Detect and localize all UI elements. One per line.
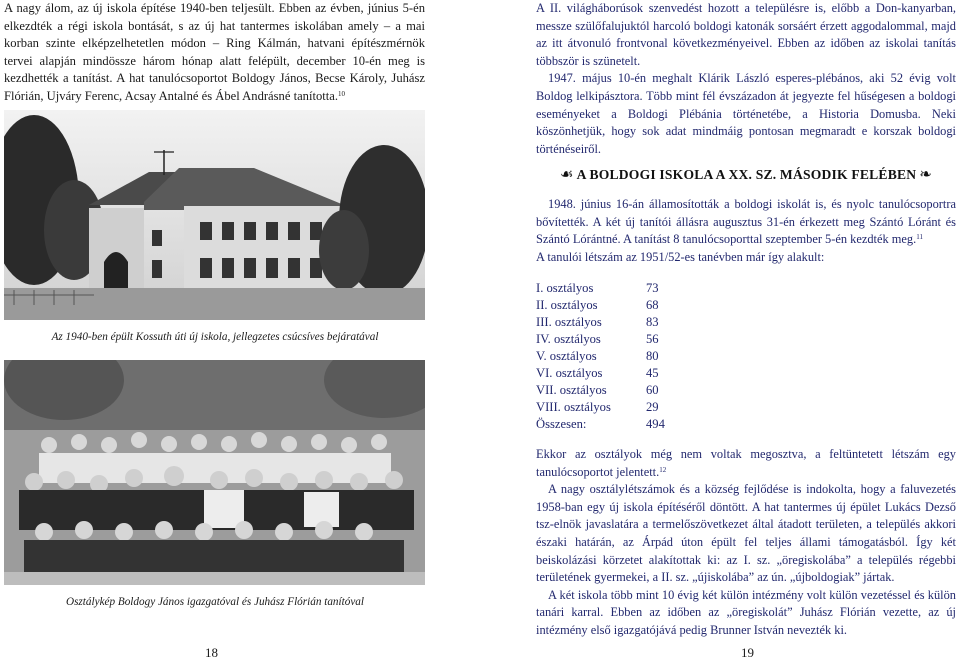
photo2-caption: Osztálykép Boldogy János igazgatóval és Juhász Flórián tanítóval (66, 596, 364, 608)
grade-label: II. osztályos (536, 298, 598, 312)
grade-count: 56 (646, 332, 659, 346)
photo1-caption: Az 1940-ben épült Kossuth úti új iskola, jellegzetes csúcsíves bejáratával (51, 331, 379, 343)
section-heading: ☙ A BOLDOGI ISKOLA A XX. SZ. MÁSODIK FELÉBEN ❧ (559, 167, 933, 183)
after-table-paragraph-1: Ekkor az osztályok még nem voltak megosztva, a feltüntetett létszám egy tanulócsoportot jelentett.$^{12}$ (536, 447, 956, 479)
after-table-paragraph-3: A két iskola több mint 10 évig két külön intézmény volt külön vezetéssel és külön tanári karral. Ebben az időben az „öregiskolát” Juhász Flórián vezette, az új intézmény első igazgatójává pedig Brunner István nevezték ki. (536, 587, 956, 637)
grade-count: 73 (646, 281, 659, 295)
grade-label: IV. osztályos (536, 332, 601, 346)
grade-label: III. osztályos (536, 315, 602, 329)
page-number-left: 18 (205, 645, 218, 660)
table-row (536, 297, 665, 314)
footnote-ref-12: 12 (659, 465, 667, 474)
grade-label: V. osztályos (536, 349, 597, 363)
table-row (536, 314, 665, 331)
grade-label: Összesen: (536, 417, 587, 431)
school-building-photo (4, 110, 425, 320)
right-page (536, 0, 956, 658)
after-table-paragraph-2: A nagy osztálylétszámok és a község fejlődése is indokolta, hogy a faluvezetés 1958-ban egy új iskola építéséről döntött. A hat tantermes új épület Lukács Dezső tsz-elnök javaslatára a termelőszövetkezet által átadott területen, a település akkori északi határán, az Árpád úton épült fel teljes állami támogatásból. Így két beiskolázási körzetet alakítottak ki: az I. sz. „öregiskolába” a település régebbi területének gyermekei, a II. sz. „újiskolába” az ún. „újboldogiak” jártak. (536, 482, 956, 585)
table-row (536, 399, 665, 416)
grade-count: 83 (646, 315, 659, 329)
class-group-illustration (4, 360, 425, 585)
grade-count: 80 (646, 349, 659, 363)
left-page (0, 0, 430, 658)
class-photo (4, 360, 425, 585)
table-row (536, 365, 665, 382)
war-paragraph: A II. világháborúsok szenvedést hozott a településre is, előbb a Don-kanyarban, messze szülőfalujuktól harcoló boldogi katonák sorsáért érzett aggodalommal, majd az itt átvonuló frontvonal következményeivel. Ebben az időben az iskolai tanítás többször is szünetelt. (536, 1, 956, 68)
grade-count: 494 (646, 417, 665, 431)
grade-count: 29 (646, 400, 659, 414)
grade-label: VIII. osztályos (536, 400, 611, 414)
grade-label: VII. osztályos (536, 383, 607, 397)
footnote-ref-10: 10 (338, 89, 345, 98)
ornament-left-icon: ☙ (559, 167, 574, 183)
after-table-section (536, 446, 956, 640)
grade-count: 60 (646, 383, 659, 397)
ornament-right-icon: ❧ (919, 167, 933, 183)
page-number-right: 19 (741, 645, 754, 660)
grade-count: 68 (646, 298, 659, 312)
grade-label: VI. osztályos (536, 366, 603, 380)
table-row (536, 348, 665, 365)
klarik-paragraph: 1947. május 10-én meghalt Klárik László esperes-plébános, aki 52 évig volt Boldog lelkipásztora. Több mint fél évszázadon át jegyezte fel hűségesen a boldogi eseményeket a Boldogi Plébánia történetébe, a Historia Domusba. Neki köszönhetjük, hogy sok adat mindmáig pontosan megmaradt e korszak boldogi történéseiről. (536, 71, 956, 156)
grade-count: 45 (646, 366, 659, 380)
nationalization-paragraph: 1948. június 16-án államosították a boldogi iskolát is, és nyolc tanulócsoportra bővítették. A két új tanítói állásra augusztus 31-én érkezett meg Szántó Lóránt és Szántó Lórántné. A tanítást 8 tanulócsoporttal szeptember 5-én kezdték meg.$^{11}$ A tanulói létszám az 1951/52-es tanévben már így alakult: (536, 197, 956, 264)
table-row (536, 382, 665, 399)
table-row (536, 416, 665, 433)
table-row (536, 331, 665, 348)
school-building-illustration (4, 110, 425, 320)
war-section (536, 0, 956, 158)
class-size-table (536, 280, 665, 433)
grade-label: I. osztályos (536, 281, 594, 295)
table-row (536, 280, 665, 297)
intro-paragraph: A nagy álom, az új iskola építése 1940-ben teljesült. Ebben az évben, június 5-én elkezdték a régi iskola bontását, s az új hat tantermes iskolában amely – a mai korban szinte elképzelhetetlen módon – Ring Kálmán, hatvani építészmérnök tervei alapján mindössze három hónap alatt felépült, december 10-én meg is kezdhették a tanítást. A hat tanulócsoportot Boldogy János, Becse Károly, Juhász Flórián, Ujváry Ferenc, Acsay Antalné és Ábel Andrásné tanította.$^{10}$ (4, 1, 425, 103)
footnote-ref-11: 11 (916, 233, 923, 242)
